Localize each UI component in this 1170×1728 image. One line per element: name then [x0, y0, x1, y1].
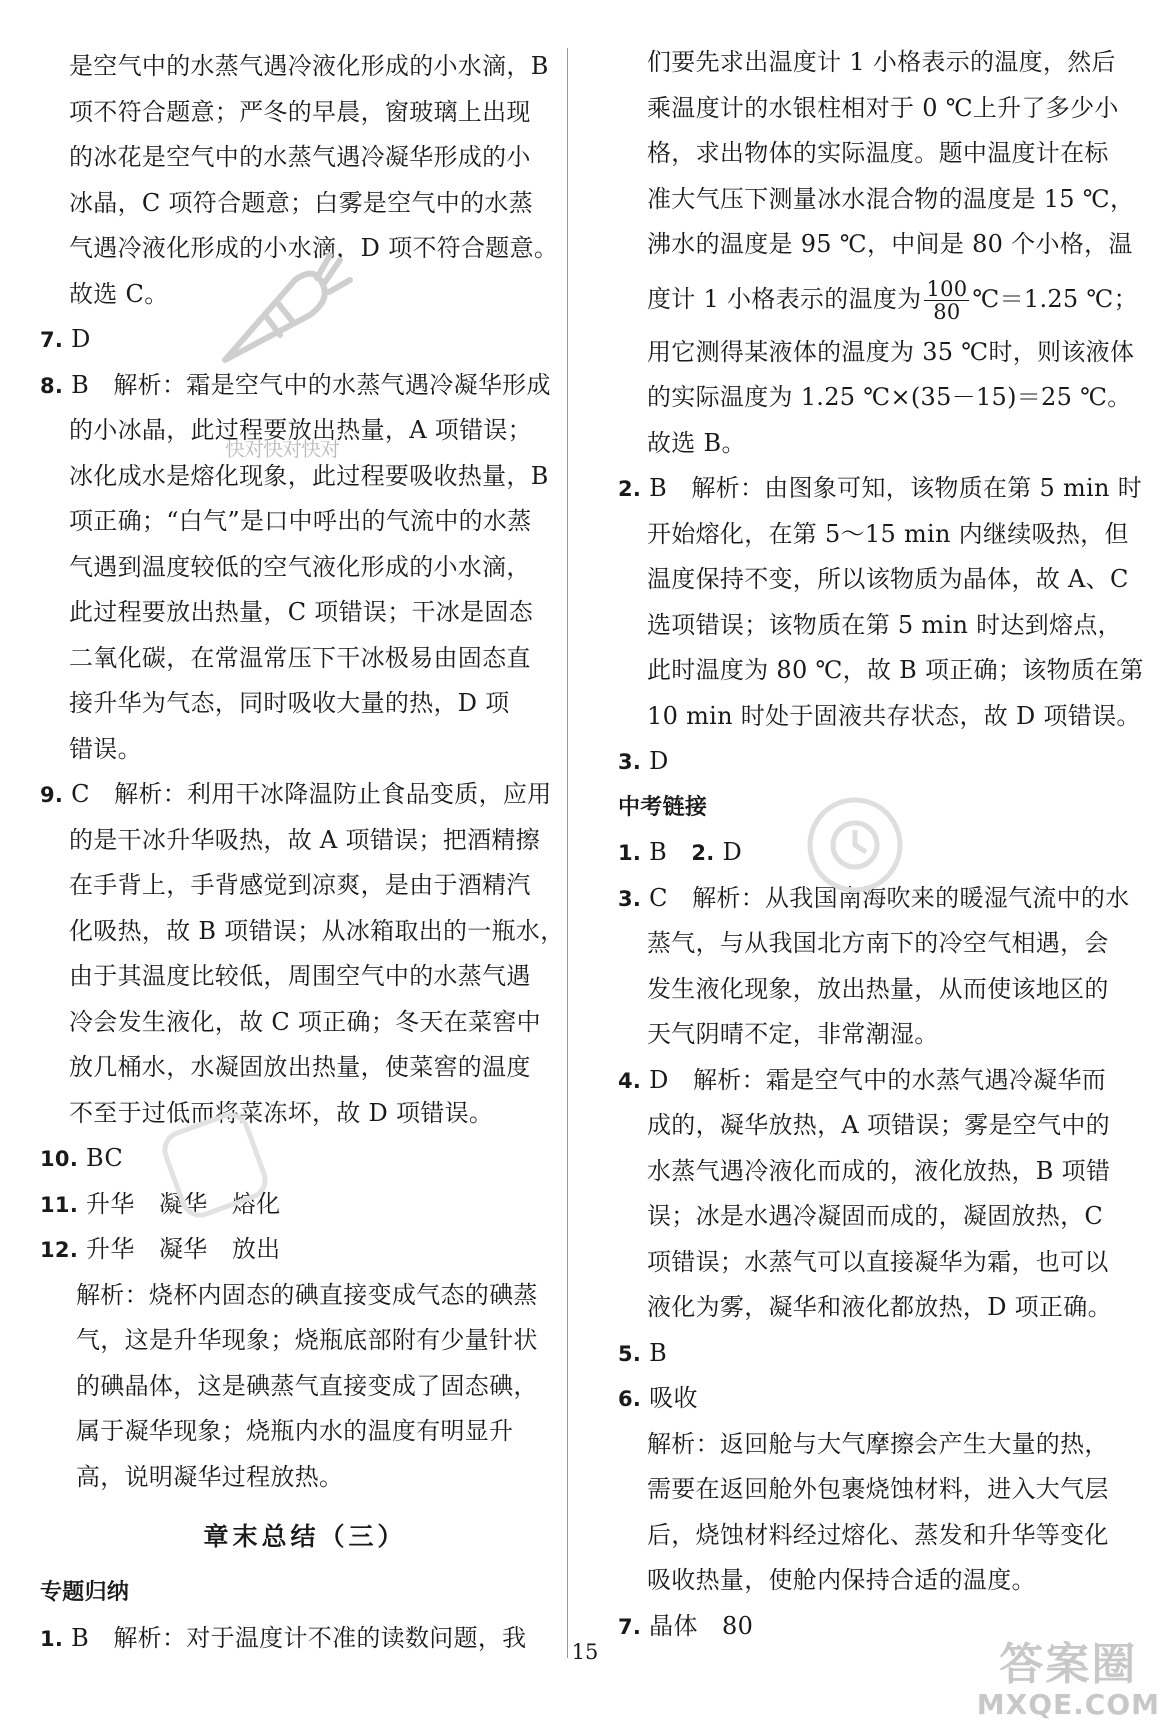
answer-item	[40, 1136, 540, 1182]
item-number: 1.	[40, 1626, 64, 1651]
line-text: 格，求出物体的实际温度。题中温度计在标	[647, 139, 1109, 167]
item-number: 8.	[40, 373, 64, 398]
text-line	[40, 909, 565, 955]
line-text: 解析：烧杯内固态的碘直接变成气态的碘蒸	[76, 1280, 538, 1309]
text-line	[40, 1409, 540, 1455]
text-line	[40, 1318, 540, 1364]
line-text: 气，这是升华现象；烧瓶底部附有少量针状	[76, 1326, 538, 1354]
line-text: 冰化成水是熔化现象，此过程要吸收热量，B	[69, 461, 549, 490]
line-text: D 解析：霜是空气中的水蒸气遇冷凝华而	[649, 1065, 1107, 1094]
text-line	[618, 86, 1118, 132]
line-text: 接升华为气态，同时吸收大量的热，D 项	[69, 689, 510, 717]
text-line	[618, 1194, 1118, 1240]
line-text: B 解析：霜是空气中的水蒸气遇冷凝华形成	[71, 370, 551, 399]
line-text: 的小冰晶，此过程要放出热量，A 项错误；	[69, 416, 532, 444]
answer-item	[40, 1182, 540, 1228]
page-number: 15	[571, 1640, 599, 1664]
line-text: 故选 B。	[647, 428, 746, 457]
line-text: 由于其温度比较低，周围空气中的水蒸气遇	[69, 962, 531, 990]
line-text: 此时温度为 80 ℃，故 B 项正确；该物质在第	[647, 656, 1144, 684]
item-number: 9.	[40, 783, 64, 807]
text-line	[40, 1091, 540, 1137]
line-text: C 解析：从我国南海吹来的暖湿气流中的水	[649, 883, 1130, 912]
text-line	[618, 40, 1118, 86]
line-text: 项不符合题意；严冬的早晨，窗玻璃上出现	[69, 97, 531, 126]
answer-item	[40, 1227, 540, 1273]
line-text: 10 min 时处于固液共存状态，故 D 项错误。	[647, 701, 1141, 730]
chapter-title: 章末总结（三）	[203, 1522, 407, 1551]
answer-item	[40, 363, 551, 409]
item-number: 6.	[618, 1387, 642, 1411]
line-text: 准大气压下测量冰水混合物的温度是 15 ℃，	[647, 184, 1135, 213]
item-number: 1.	[618, 841, 642, 865]
item-number: 4.	[618, 1068, 642, 1093]
line-text: 气遇到温度较低的空气液化形成的小水滴，	[69, 552, 531, 581]
item-number: 7.	[618, 1614, 642, 1639]
item-number: 2.	[618, 477, 642, 501]
text-line	[40, 545, 540, 591]
text-line	[40, 1045, 540, 1091]
text-line	[618, 222, 1133, 268]
item-number: 5.	[618, 1341, 642, 1366]
line-text: 高，说明凝华过程放热。	[76, 1462, 344, 1491]
item-number: 7.	[40, 328, 64, 352]
answer-item	[40, 317, 540, 363]
line-text: 度计 1 小格表示的温度为	[647, 284, 922, 313]
section-heading: 专题归纳	[40, 1580, 130, 1605]
text-line	[618, 1103, 1118, 1149]
answer-item	[618, 876, 1130, 922]
answer-item	[618, 1058, 1118, 1104]
line-text: 需要在返回舱外包裹烧蚀材料，进入大气层	[647, 1475, 1109, 1503]
text-line	[40, 499, 540, 545]
line-text: 解析：返回舱与大气摩擦会产生大量的热，	[647, 1429, 1109, 1458]
text-line	[618, 421, 1118, 467]
item-number: 11.	[40, 1192, 79, 1217]
line-text: 属于凝华现象；烧瓶内水的温度有明显升	[76, 1417, 514, 1445]
answer-item	[40, 772, 552, 818]
text-line	[618, 512, 1129, 558]
line-text: 升华 凝华 放出	[86, 1235, 281, 1263]
text-line	[618, 177, 1135, 223]
answer-item	[618, 830, 1118, 876]
right-column	[618, 0, 1144, 1649]
line-text: D	[649, 747, 669, 775]
text-line	[40, 1000, 540, 1046]
text-line	[40, 44, 549, 90]
line-text: 故选 C。	[69, 279, 169, 308]
text-line	[40, 681, 540, 727]
text-line	[618, 1558, 1118, 1604]
line-text: 化吸热，故 B 项错误；从冰箱取出的一瓶水，	[69, 916, 565, 945]
line-text: 项错误；水蒸气可以直接凝华为霜，也可以	[647, 1247, 1109, 1276]
text-line	[618, 330, 1135, 376]
line-text: 发生液化现象，放出热量，从而使该地区的	[647, 974, 1109, 1003]
line-text: 晶体 80	[649, 1611, 754, 1640]
text-line	[40, 863, 540, 909]
line-text: 后，烧蚀材料经过熔化、蒸发和升华等变化	[647, 1520, 1109, 1549]
line-text: ℃＝1.25 ℃；	[972, 284, 1138, 313]
brand-watermark	[977, 1640, 1160, 1720]
answer-item	[618, 1376, 1118, 1422]
text-line	[618, 1285, 1118, 1331]
line-text: 的实际温度为 1.25 ℃×(35－15)＝25 ℃。	[647, 383, 1132, 411]
text-line	[618, 375, 1132, 421]
line-text: 选项错误；该物质在第 5 min 时达到熔点，	[647, 610, 1122, 639]
answer-item	[618, 466, 1143, 512]
text-line	[618, 648, 1144, 694]
line-text: 吸收热量，使舱内保持合适的温度。	[647, 1566, 1036, 1594]
line-text: 吸收	[649, 1384, 698, 1412]
text-line	[40, 1273, 540, 1319]
line-text: B	[649, 1338, 668, 1367]
line-text: B 解析：对于温度计不准的读数问题，我	[71, 1623, 527, 1652]
line-text: 的冰花是空气中的水蒸气遇冷凝华形成的小	[69, 143, 531, 171]
line-text: 的是干冰升华吸热，故 A 项错误；把酒精擦	[69, 825, 540, 854]
line-text: 成的，凝华放热，A 项错误；雾是空气中的	[647, 1111, 1110, 1139]
item-number: 12.	[40, 1238, 79, 1262]
line-text: 们要先求出温度计 1 小格表示的温度，然后	[647, 48, 1116, 76]
line-text: 沸水的温度是 95 ℃，中间是 80 个小格，温	[647, 230, 1133, 258]
line-text: B 解析：由图象可知，该物质在第 5 min 时	[649, 474, 1143, 502]
line-text: 气遇冷液化形成的小水滴，D 项不符合题意。	[69, 234, 559, 262]
line-text: 的碘晶体，这是碘蒸气直接变成了固态碘，	[76, 1371, 538, 1400]
text-line	[40, 590, 540, 636]
line-text: C 解析：利用干冰降温防止食品变质，应用	[71, 780, 552, 808]
line-text: 开始熔化，在第 5～15 min 内继续吸热，但	[647, 519, 1129, 548]
line-text: 温度保持不变，所以该物质为晶体，故 A、C	[647, 565, 1129, 593]
fraction	[924, 278, 969, 323]
fraction-numerator: 100	[926, 276, 968, 301]
fraction-denominator: 80	[924, 300, 969, 323]
text-line	[618, 694, 1141, 740]
line-text: 是空气中的水蒸气遇冷液化形成的小水滴，B	[69, 52, 549, 80]
text-line	[618, 921, 1118, 967]
text-line	[618, 1240, 1118, 1286]
text-line	[618, 967, 1118, 1013]
line-text: D	[71, 325, 91, 353]
text-line	[40, 90, 540, 136]
text-line	[40, 272, 540, 318]
line-text: 在手背上，手背感觉到凉爽，是由于酒精汽	[69, 871, 531, 899]
line-text: 冷会发生液化，故 C 项正确；冬天在菜窖中	[69, 1007, 541, 1036]
text-line	[618, 1422, 1118, 1468]
text-line	[40, 181, 540, 227]
text-line	[40, 1364, 540, 1410]
line-text: 用它测得某液体的温度为 35 ℃时，则该液体	[647, 337, 1135, 366]
line-text: 放几桶水，水凝固放出热量，使菜窖的温度	[69, 1053, 531, 1081]
line-text: 升华 凝华 熔化	[86, 1189, 281, 1218]
left-column	[40, 0, 565, 1661]
text-line	[40, 1455, 540, 1501]
text-line	[40, 636, 540, 682]
item-number: 3.	[618, 750, 642, 774]
section-heading: 中考链接	[618, 794, 708, 820]
text-line	[618, 603, 1122, 649]
line-text: 不至于过低而将菜冻坏，故 D 项错误。	[69, 1098, 494, 1127]
text-line	[618, 1012, 1118, 1058]
fraction-line	[618, 268, 1138, 330]
item-number: 2.	[691, 841, 715, 865]
line-text: 误；冰是水遇冷凝固而成的，凝固放热，C	[647, 1202, 1104, 1230]
text-line	[618, 1149, 1118, 1195]
answer-item	[618, 739, 1118, 785]
line-text: BC	[86, 1144, 124, 1172]
text-line	[40, 818, 540, 864]
brand-watermark-url: MXQE.COM	[976, 1688, 1160, 1721]
line-text: B	[649, 838, 692, 866]
brand-watermark-title: 答案圈	[999, 1639, 1138, 1690]
line-text: 水蒸气遇冷液化而成的，液化放热，B 项错	[647, 1156, 1111, 1185]
text-line	[618, 1513, 1118, 1559]
text-line	[40, 727, 540, 773]
column-divider	[567, 48, 568, 1658]
item-number: 3.	[618, 886, 642, 911]
line-text: 此过程要放出热量，C 项错误；干冰是固态	[69, 598, 533, 626]
item-number: 10.	[40, 1147, 79, 1171]
line-text: 液化为雾，凝华和液化都放热，D 项正确。	[647, 1293, 1112, 1321]
watermark-text: 快对快对快对	[225, 437, 339, 461]
line-text: 蒸气，与从我国北方南下的冷空气相遇，会	[647, 929, 1109, 957]
line-text: 错误。	[69, 734, 142, 763]
text-line	[618, 557, 1129, 603]
text-line	[40, 954, 540, 1000]
line-text: 天气阴晴不定，非常潮湿。	[647, 1020, 939, 1048]
line-text: D	[722, 838, 743, 866]
line-text: 项正确；“白气”是口中呼出的气流中的水蒸	[69, 507, 532, 535]
text-line	[40, 226, 559, 272]
text-line	[618, 131, 1118, 177]
line-text: 乘温度计的水银柱相对于 0 ℃上升了多少小	[647, 93, 1119, 122]
text-line	[40, 135, 540, 181]
answer-item	[618, 1331, 1118, 1377]
text-line	[618, 1467, 1118, 1513]
line-text: 冰晶，C 项符合题意；白雾是空气中的水蒸	[69, 188, 533, 217]
line-text: 二氧化碳，在常温常压下干冰极易由固态直	[69, 643, 531, 672]
